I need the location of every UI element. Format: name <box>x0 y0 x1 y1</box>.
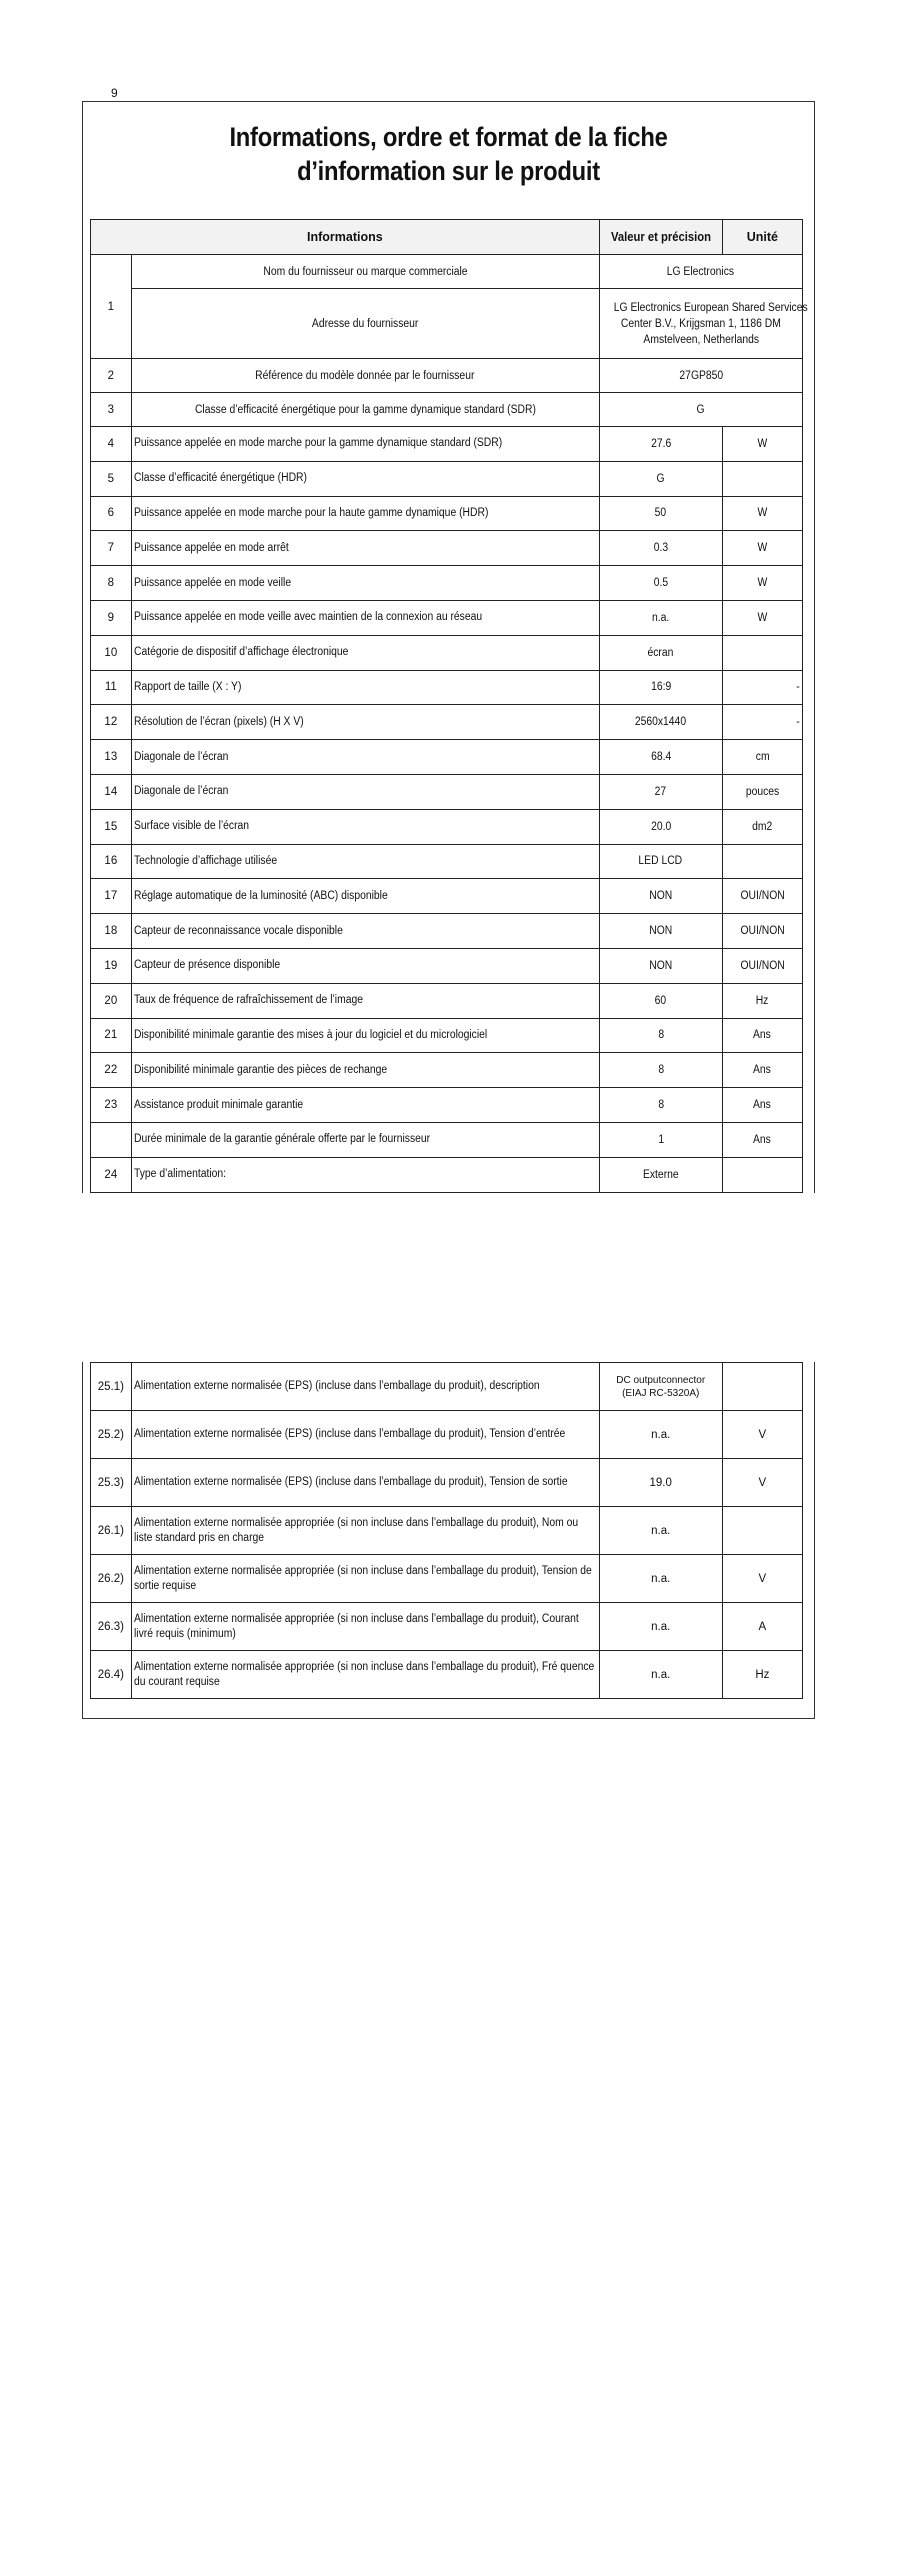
document-title <box>126 120 771 188</box>
row-value: 68.4 <box>599 740 722 775</box>
table-row <box>91 1053 803 1088</box>
row-unit: Hz <box>722 1651 802 1699</box>
row-value: LG Electronics <box>599 255 802 289</box>
table-row <box>91 1157 803 1192</box>
row-number: 26.4) <box>91 1651 132 1699</box>
row-unit: W <box>722 496 802 531</box>
row-label: Alimentation externe normalisée appropriée (si non incluse dans l’emballage du produit), Fré quence du courant requise <box>131 1651 599 1699</box>
row-value: n.a. <box>599 1555 722 1603</box>
row-value: n.a. <box>599 600 722 635</box>
row-number: 7 <box>91 531 132 566</box>
row-number: 26.1) <box>91 1507 132 1555</box>
row-label: Type d’alimentation: <box>131 1157 599 1192</box>
row-value: 16:9 <box>599 670 722 705</box>
row-unit: W <box>722 600 802 635</box>
row-value: NON <box>599 914 722 949</box>
row-number: 8 <box>91 566 132 601</box>
row-value: 27.6 <box>599 427 722 462</box>
row-unit: Ans <box>722 1088 802 1123</box>
row-number: 5 <box>91 461 132 496</box>
row-unit: cm <box>722 740 802 775</box>
row-unit <box>722 844 802 879</box>
table-row <box>91 1603 803 1651</box>
table-row <box>91 635 803 670</box>
table-row <box>91 359 803 393</box>
product-info-table <box>90 219 808 1193</box>
row-label: Alimentation externe normalisée appropriée (si non incluse dans l’emballage du produit), Courant livré requis (minimum) <box>131 1603 599 1651</box>
address-line-2: Center B.V., Krijgsman 1, 1186 DM <box>620 317 781 330</box>
row-value: 8 <box>599 1053 722 1088</box>
row-label: Puissance appelée en mode marche pour la haute gamme dynamique (HDR) <box>131 496 599 531</box>
row-value: n.a. <box>599 1411 722 1459</box>
table-header-row <box>91 220 803 255</box>
row-value: NON <box>599 948 722 983</box>
row-unit: V <box>722 1459 802 1507</box>
row-label: Alimentation externe normalisée appropriée (si non incluse dans l’emballage du produit), Tension de sortie requise <box>131 1555 599 1603</box>
table-row <box>91 566 803 601</box>
title-line-2: d’information sur le produit <box>297 156 600 186</box>
row-value: LED LCD <box>599 844 722 879</box>
table-row <box>91 461 803 496</box>
row-unit: Ans <box>722 1053 802 1088</box>
row-value: 0.3 <box>599 531 722 566</box>
row-label: Disponibilité minimale garantie des mises à jour du logiciel et du micrologiciel <box>131 1018 599 1053</box>
row-unit: V <box>722 1555 802 1603</box>
row-value: 1 <box>599 1122 722 1157</box>
row-unit: Ans <box>722 1018 802 1053</box>
row-label: Assistance produit minimale garantie <box>131 1088 599 1123</box>
row-label: Capteur de présence disponible <box>131 948 599 983</box>
table-row <box>91 1651 803 1699</box>
row-number: 11 <box>91 670 132 705</box>
row-value: écran <box>599 635 722 670</box>
row-number: 10 <box>91 635 132 670</box>
row-label: Alimentation externe normalisée (EPS) (incluse dans l’emballage du produit), Tension d’entrée <box>131 1411 599 1459</box>
row-value: 27GP850 <box>599 359 802 393</box>
row-label: Classe d’efficacité énergétique (HDR) <box>131 461 599 496</box>
row-unit <box>722 1363 802 1411</box>
table-row <box>91 1122 803 1157</box>
table-row <box>91 948 803 983</box>
table-row <box>91 1459 803 1507</box>
row-number: 23 <box>91 1088 132 1123</box>
row-label: Référence du modèle donnée par le fournisseur <box>131 359 599 393</box>
row-number: 2 <box>91 359 132 393</box>
row-number: 19 <box>91 948 132 983</box>
row-unit: Ans <box>722 1122 802 1157</box>
row-label: Adresse du fournisseur <box>131 289 599 359</box>
row-label: Classe d’efficacité énergétique pour la gamme dynamique standard (SDR) <box>131 393 599 427</box>
row-value: 8 <box>599 1088 722 1123</box>
row-label: Diagonale de l’écran <box>131 740 599 775</box>
table-row <box>91 496 803 531</box>
row-label: Taux de fréquence de rafraîchissement de l’image <box>131 983 599 1018</box>
table-row <box>91 1411 803 1459</box>
row-number: 4 <box>91 427 132 462</box>
row-number: 26.3) <box>91 1603 132 1651</box>
row-unit: W <box>722 427 802 462</box>
row-number: 6 <box>91 496 132 531</box>
row-label: Diagonale de l’écran <box>131 774 599 809</box>
row-number: 25.1) <box>91 1363 132 1411</box>
table-row <box>91 914 803 949</box>
row-unit: - <box>722 670 802 705</box>
row-number: 1 <box>91 255 132 359</box>
row-number <box>91 1122 132 1157</box>
row-label: Puissance appelée en mode veille avec maintien de la connexion au réseau <box>131 600 599 635</box>
row-value: 0.5 <box>599 566 722 601</box>
row-value: NON <box>599 879 722 914</box>
page-number: 9 <box>111 86 118 100</box>
row-value: DC outputconnector (EIAJ RC-5320A) <box>599 1363 722 1411</box>
row-unit <box>722 1157 802 1192</box>
row-number: 24 <box>91 1157 132 1192</box>
row-unit: Hz <box>722 983 802 1018</box>
row-number: 21 <box>91 1018 132 1053</box>
row-number: 17 <box>91 879 132 914</box>
row-value: G <box>599 393 802 427</box>
table-row <box>91 844 803 879</box>
table-row <box>91 740 803 775</box>
row-value: 60 <box>599 983 722 1018</box>
row-number: 22 <box>91 1053 132 1088</box>
table-row <box>91 705 803 740</box>
row-unit: - <box>722 705 802 740</box>
table-row <box>91 670 803 705</box>
row-unit: OUI/NON <box>722 948 802 983</box>
address-line-1: LG Electronics European Shared Services <box>613 301 808 314</box>
row-value: 8 <box>599 1018 722 1053</box>
header-informations: Informations <box>91 220 600 255</box>
table-row <box>91 1507 803 1555</box>
row-unit <box>722 635 802 670</box>
address-line-3: Amstelveen, Netherlands <box>643 333 759 346</box>
row-label: Capteur de reconnaissance vocale disponible <box>131 914 599 949</box>
row-label: Disponibilité minimale garantie des pièces de rechange <box>131 1053 599 1088</box>
row-label: Technologie d’affichage utilisée <box>131 844 599 879</box>
row-label: Alimentation externe normalisée (EPS) (incluse dans l’emballage du produit), description <box>131 1363 599 1411</box>
table-row <box>91 393 803 427</box>
row-value: 50 <box>599 496 722 531</box>
table-row <box>91 879 803 914</box>
table-row <box>91 983 803 1018</box>
table-row <box>91 600 803 635</box>
row-label: Réglage automatique de la luminosité (ABC) disponible <box>131 879 599 914</box>
row-label: Rapport de taille (X : Y) <box>131 670 599 705</box>
header-value: Valeur et précision <box>599 220 722 255</box>
row-value: n.a. <box>599 1507 722 1555</box>
row-value: 20.0 <box>599 809 722 844</box>
row-number: 12 <box>91 705 132 740</box>
row-number: 3 <box>91 393 132 427</box>
row-unit: V <box>722 1411 802 1459</box>
row-number: 25.3) <box>91 1459 132 1507</box>
row-number: 13 <box>91 740 132 775</box>
row-label: Surface visible de l’écran <box>131 809 599 844</box>
row-unit <box>722 1507 802 1555</box>
row-number: 18 <box>91 914 132 949</box>
table-row <box>91 774 803 809</box>
row-unit: OUI/NON <box>722 914 802 949</box>
row-value: 19.0 <box>599 1459 722 1507</box>
row-unit <box>722 461 802 496</box>
table-row <box>91 1018 803 1053</box>
row-number: 14 <box>91 774 132 809</box>
row-unit: pouces <box>722 774 802 809</box>
supplier-address-value <box>599 289 808 359</box>
row-label: Puissance appelée en mode arrêt <box>131 531 599 566</box>
row-number: 9 <box>91 600 132 635</box>
row-value: Externe <box>599 1157 722 1192</box>
table-row <box>91 809 803 844</box>
row-number: 26.2) <box>91 1555 132 1603</box>
row-label: Durée minimale de la garantie générale offerte par le fournisseur <box>131 1122 599 1157</box>
table-row <box>91 427 803 462</box>
row-label: Catégorie de dispositif d’affichage électronique <box>131 635 599 670</box>
row-number: 25.2) <box>91 1411 132 1459</box>
row-label: Alimentation externe normalisée appropriée (si non incluse dans l’emballage du produit), Nom ou liste standard pris en charge <box>131 1507 599 1555</box>
row-number: 16 <box>91 844 132 879</box>
title-line-1: Informations, ordre et format de la fiche <box>229 122 668 152</box>
table-row <box>91 255 803 289</box>
table-row <box>91 531 803 566</box>
table-row <box>91 1363 803 1411</box>
row-value: n.a. <box>599 1651 722 1699</box>
row-value: 27 <box>599 774 722 809</box>
row-number: 15 <box>91 809 132 844</box>
table-row <box>91 289 803 359</box>
row-label: Nom du fournisseur ou marque commerciale <box>131 255 599 289</box>
row-unit: OUI/NON <box>722 879 802 914</box>
header-unit: Unité <box>722 220 802 255</box>
row-value: n.a. <box>599 1603 722 1651</box>
row-value: G <box>599 461 722 496</box>
row-unit: W <box>722 566 802 601</box>
power-supply-table <box>90 1362 803 1699</box>
row-label: Puissance appelée en mode veille <box>131 566 599 601</box>
row-unit: A <box>722 1603 802 1651</box>
row-value: 2560x1440 <box>599 705 722 740</box>
row-label: Alimentation externe normalisée (EPS) (incluse dans l’emballage du produit), Tension de sortie <box>131 1459 599 1507</box>
row-unit: dm2 <box>722 809 802 844</box>
table-row <box>91 1555 803 1603</box>
row-number: 20 <box>91 983 132 1018</box>
row-unit: W <box>722 531 802 566</box>
table-row <box>91 1088 803 1123</box>
row-label: Résolution de l’écran (pixels) (H X V) <box>131 705 599 740</box>
row-label: Puissance appelée en mode marche pour la gamme dynamique standard (SDR) <box>131 427 599 462</box>
